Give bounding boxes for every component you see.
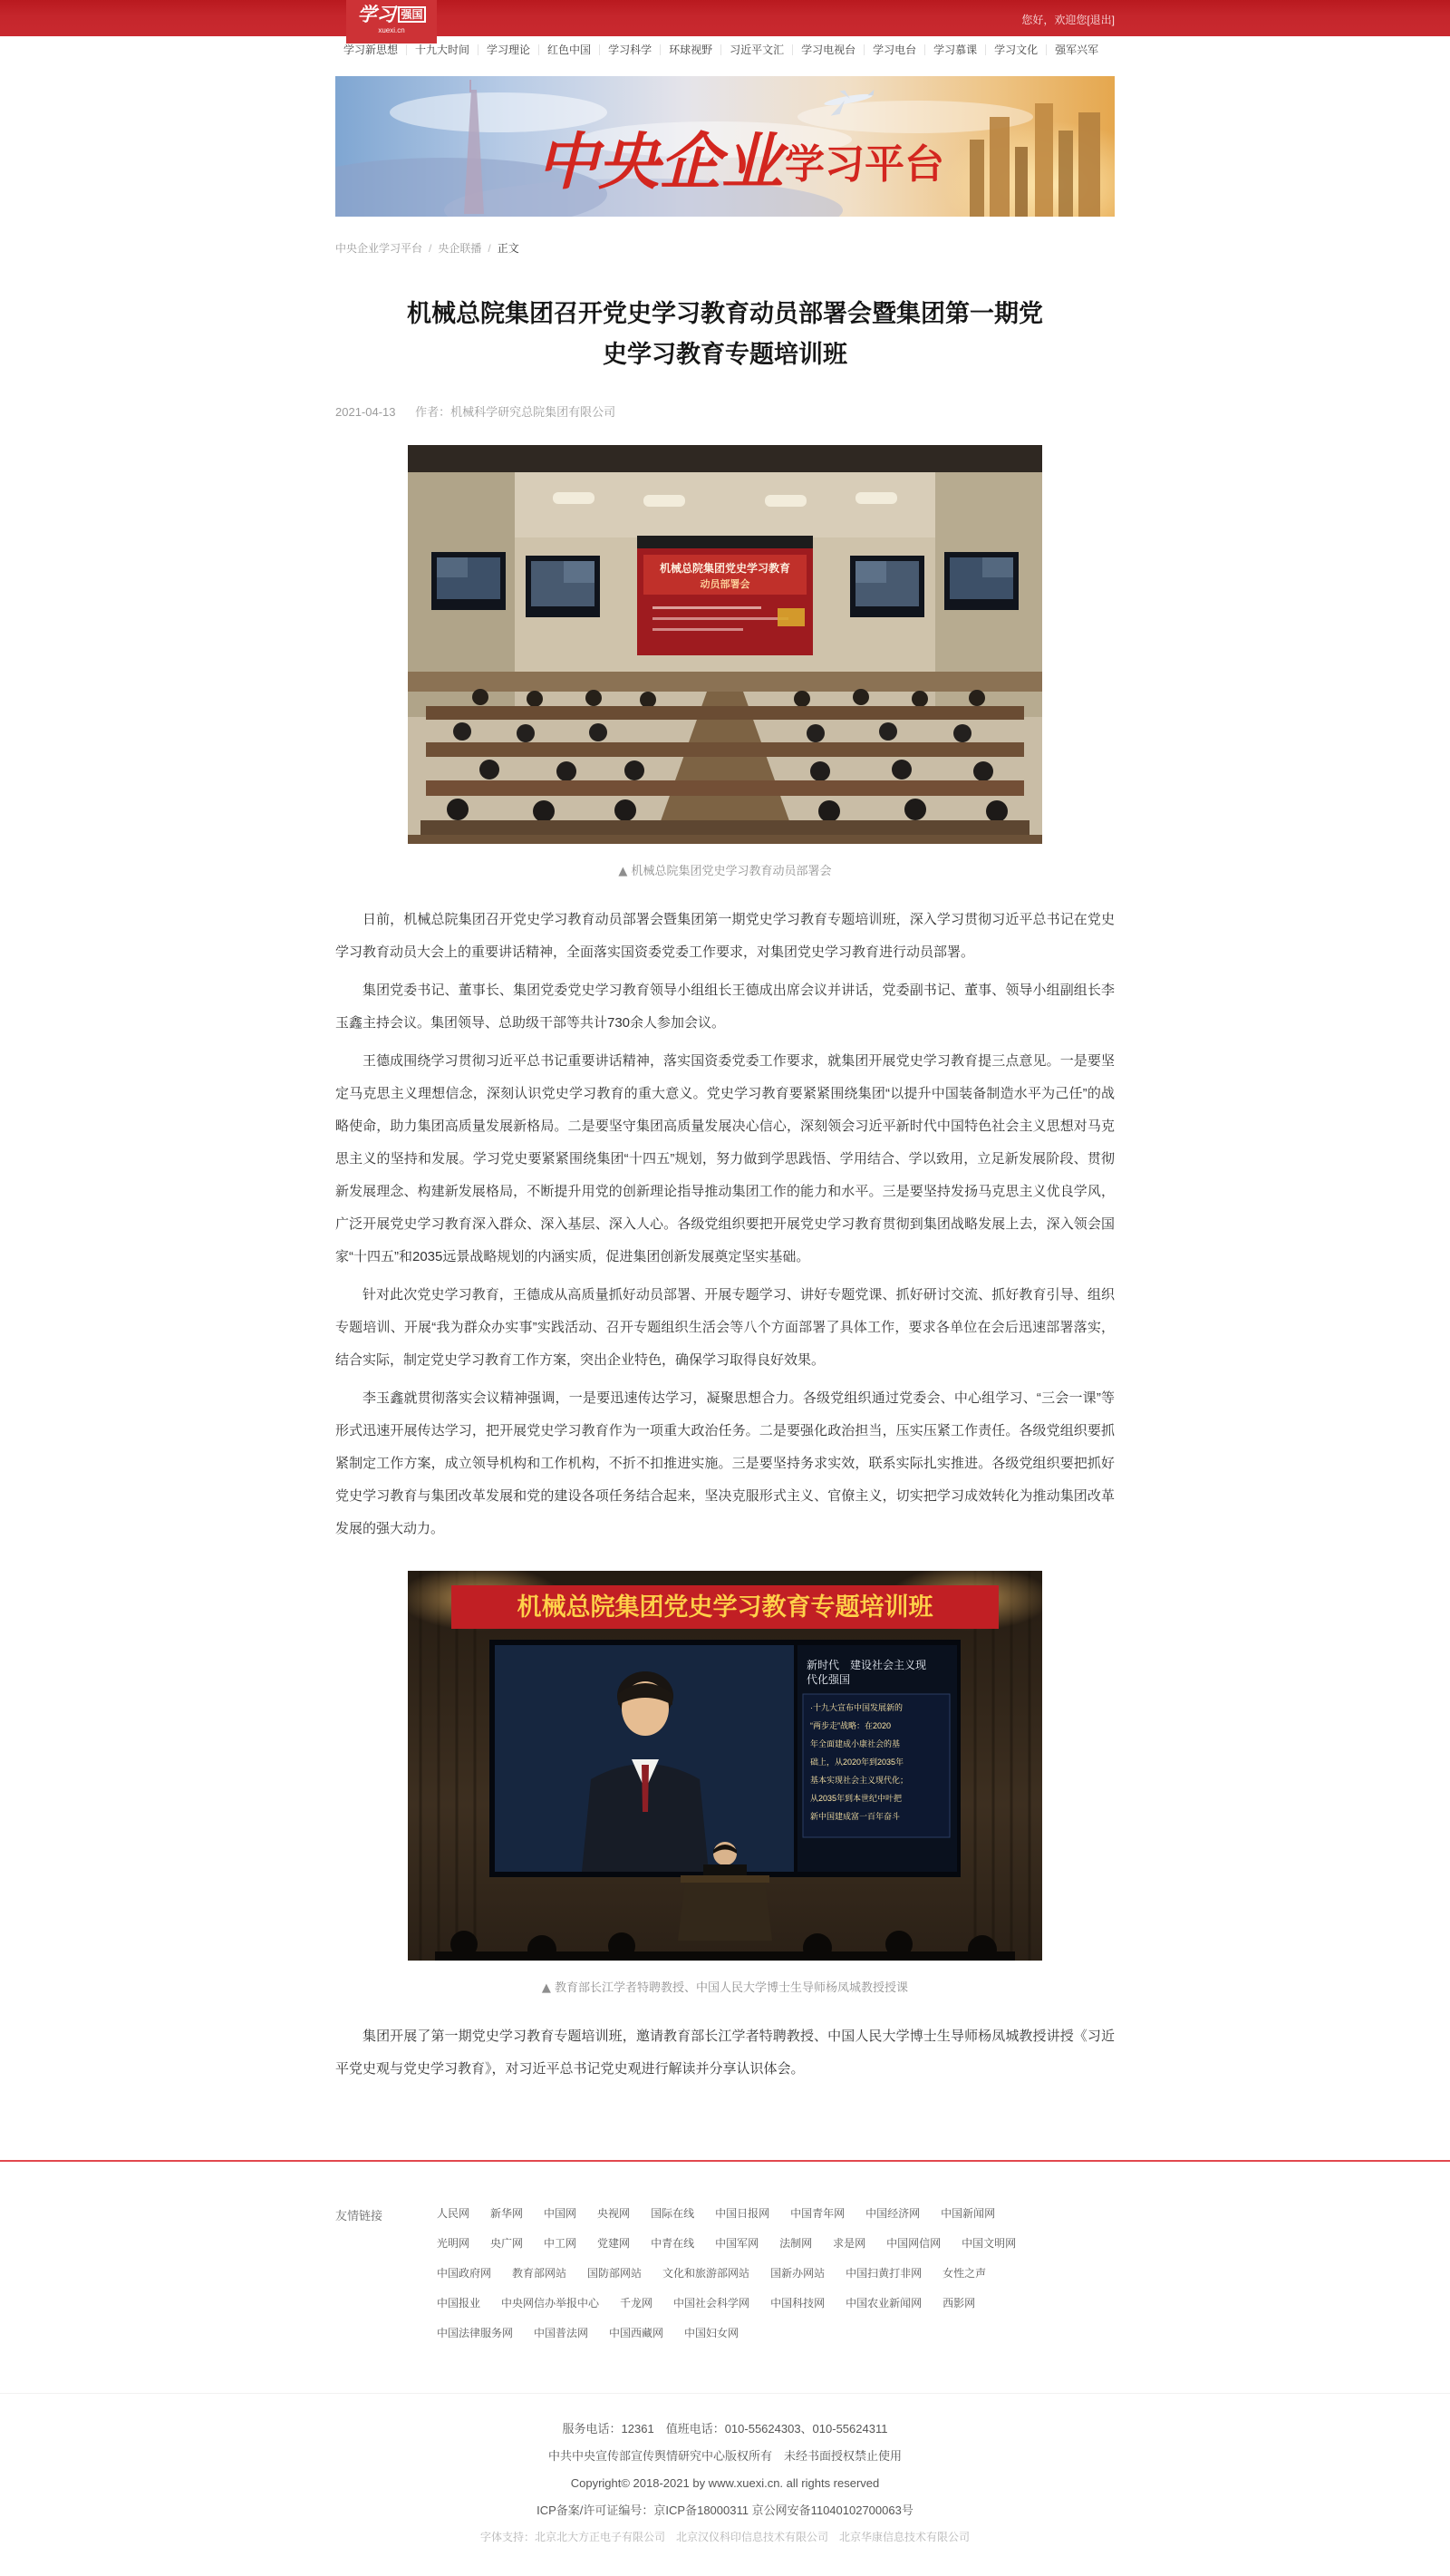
nav-item[interactable]: 十九大时间 [407,44,478,55]
friend-link[interactable]: 中国青年网 [790,2207,846,2220]
svg-text:年全面建成小康社会的基: 年全面建成小康社会的基 [810,1739,901,1748]
friend-link[interactable]: 教育部网站 [512,2267,567,2280]
logout-link[interactable]: [退出] [1087,14,1115,26]
nav-item[interactable]: 学习电台 [865,44,925,55]
figure1-caption: ▲ 机械总院集团党史学习教育动员部署会 [618,865,832,878]
friend-link[interactable]: 中国普法网 [534,2327,589,2339]
meeting-screen-title: 机械总院集团党史学习教育 [659,562,791,575]
breadcrumb [335,240,1115,256]
friend-link[interactable]: 中国农业新闻网 [846,2297,923,2310]
nav-item[interactable]: 学习理论 [478,44,539,55]
breadcrumb-item [438,240,497,256]
article-paragraph: 针对此次党史学习教育，王德成从高质量抓好动员部署、开展专题学习、讲好专题党课、抓好研讨交流、抓好教育引导、组织专题培训、开展“我为群众办实事”实践活动、召开专题组织生活会等八个方面部署了具体工作，要求各单位在会后迅速部署落实，结合实际，制定党史学习教育工作方案，突出企业特色，确保学习取得良好效果。 [335,1287,1115,1368]
friend-links-label: 友情链接 [335,2209,383,2223]
article-date: 2021-04-13 [335,405,396,419]
article-meta [335,402,1115,420]
friend-link[interactable]: 中国经济网 [865,2207,921,2220]
friend-link[interactable]: 新华网 [490,2207,524,2220]
friend-link[interactable]: 文化和旅游部网站 [662,2267,750,2280]
friend-links-row [437,2265,1115,2281]
friend-link[interactable]: 国新办网站 [770,2267,826,2280]
breadcrumb-link[interactable]: 中央企业学习平台 [335,242,423,255]
footer-copyright-en: Copyright© 2018-2021 by www.xuexi.cn. all rights reserved [570,2476,880,2490]
friend-link[interactable]: 光明网 [437,2237,470,2250]
article-paragraph: 集团开展了第一期党史学习教育专题培训班，邀请教育部长江学者特聘教授、中国人民大学博士生导师杨凤城教授讲授《习近平党史观与党史学习教育》，对习近平总书记党史观进行解读并分享认识体会。 [335,2029,1115,2077]
nav-item[interactable]: 强军兴军 [1055,44,1099,56]
friend-link[interactable]: 中国妇女网 [684,2327,740,2339]
nav-item[interactable]: 环球视野 [661,44,721,55]
friend-link[interactable]: 中国法律服务网 [437,2327,514,2339]
main-nav [0,36,1450,63]
friend-link[interactable]: 中国日报网 [715,2207,770,2220]
welcome-area [1021,12,1115,27]
friend-links-section [335,2205,1115,2355]
breadcrumb-separator: / [488,241,491,255]
friend-links-row [437,2235,1115,2251]
friend-link[interactable]: 求是网 [833,2237,866,2250]
slide-heading-line2: 代化强国 [807,1673,851,1686]
banner-svg [335,76,1115,217]
page-footer [0,2393,1450,2576]
nav-item[interactable]: 习近平文汇 [721,44,793,55]
friend-link[interactable]: 中国扫黄打非网 [846,2267,923,2280]
article-paragraph: 日前，机械总院集团召开党史学习教育动员部署会暨集团第一期党史学习教育专题培训班，深入学习贯彻习近平总书记在党史学习教育动员大会上的重要讲话精神，全面落实国资委党委工作要求，对集团党史学习教育进行动员部署。 [335,912,1115,960]
svg-text:“两步走”战略：在2020: “两步走”战略：在2020 [810,1721,892,1730]
footer-copyright-cn: 中共中央宣传部宣传舆情研究中心版权所有 未经书面授权禁止使用 [547,2449,902,2463]
friend-links-row [437,2295,1115,2310]
article-body-part2 [335,2020,1115,2086]
friend-link[interactable]: 中国军网 [715,2237,759,2250]
red-divider-line [0,2160,1450,2162]
nav-item[interactable]: 学习慕课 [925,44,986,55]
nav-list [335,44,1107,55]
nav-item[interactable]: 学习科学 [600,44,661,55]
article-author-label: 作者： [415,405,451,419]
banner-title-calligraphy: 中央企业 [536,126,784,199]
figure-meeting-room [408,445,1042,878]
logo-domain-text: xuexi.cn [378,26,405,34]
friend-link[interactable]: 国防部网站 [587,2267,643,2280]
friend-link[interactable]: 中央网信办举报中心 [501,2297,600,2310]
friend-link[interactable]: 中国网 [544,2207,577,2220]
friend-links-row [437,2205,1115,2221]
article-paragraph: 李玉鑫就贯彻落实会议精神强调，一是要迅速传达学习，凝聚思想合力。各级党组织通过党委会、中心组学习、“三会一课”等形式迅速开展传达学习，把开展党史学习教育作为一项重大政治任务。二是要强化政治担当，压实压紧工作责任。各级党组织要抓紧制定工作方案，成立领导机构和工作机构，不折不扣推进实施。三是要坚持务求实效，联系实际扎实推进。各级党组织要把抓好党史学习教育与集团改革发展和党的建设各项任务结合起来，坚决克服形式主义、官僚主义，切实把学习成效转化为推动集团改革发展的强大动力。 [335,1390,1115,1536]
friend-link[interactable]: 中国报业 [437,2297,481,2310]
logo-qiangguo-text: 强国 [398,6,425,23]
svg-text:从2035年到本世纪中叶把: 从2035年到本世纪中叶把 [810,1794,903,1803]
friend-link[interactable]: 党建网 [597,2237,631,2250]
friend-link[interactable]: 中国科技网 [770,2297,826,2310]
svg-text:基本实现社会主义现代化；: 基本实现社会主义现代化； [810,1776,909,1785]
slide-heading-line1: 新时代 建设社会主义现 [807,1659,927,1671]
friend-links-row [437,2325,1115,2340]
footer-phone-line: 服务电话：12361 值班电话：010-55624303、010-55624311 [562,2422,888,2436]
friend-link[interactable]: 央视网 [597,2207,631,2220]
article-paragraph: 集团党委书记、董事长、集团党委党史学习教育领导小组组长王德成出席会议并讲话，党委副书记、董事、领导小组副组长李玉鑫主持会议。集团领导、总助级干部等共计730余人参加会议。 [335,983,1115,1031]
nav-item[interactable]: 红色中国 [539,44,600,55]
svg-text:·十九大宣布中国发展新的: ·十九大宣布中国发展新的 [810,1703,903,1712]
meeting-screen-subtitle: 动员部署会 [700,579,750,590]
footer-font-support-line: 字体支持：北京北大方正电子有限公司 北京汉仪科印信息技术有限公司 北京华康信息技术有限公司 [479,2531,970,2543]
article-body-part1 [335,904,1115,1545]
welcome-text: 您好，欢迎您 [1021,14,1088,26]
footer-icp-line: ICP备案/许可证编号：京ICP备18000311 京公网安备11040102700063号 [536,2503,914,2517]
friend-link[interactable]: 央广网 [490,2237,524,2250]
page-title: 机械总院集团召开党史学习教育动员部署会暨集团第一期党史学习教育专题培训班 [407,300,1043,368]
figure2-caption: ▲ 教育部长江学者特聘教授、中国人民大学博士生导师杨凤城教授授课 [541,1981,909,1995]
friend-link[interactable]: 中国社会科学网 [673,2297,750,2310]
breadcrumb-link[interactable]: 正文 [497,242,519,255]
friend-link[interactable]: 中国新闻网 [941,2207,996,2220]
xuexi-qiangguo-logo[interactable] [346,0,437,44]
friend-link[interactable]: 中国西藏网 [609,2327,664,2339]
friend-link[interactable]: 千龙网 [620,2297,653,2310]
training-banner-text: 机械总院集团党史学习教育专题培训班 [517,1593,933,1621]
friend-link[interactable]: 法制网 [779,2237,813,2250]
svg-text:础上，从2020年到2035年: 础上，从2020年到2035年 [810,1758,904,1767]
breadcrumb-link[interactable]: 央企联播 [438,242,482,255]
nav-item[interactable]: 学习文化 [986,44,1047,55]
friend-link[interactable]: 中国文明网 [962,2237,1017,2250]
banner-image [335,76,1115,217]
friend-link[interactable]: 国际在线 [651,2207,695,2220]
breadcrumb-separator: / [429,241,432,255]
top-bar [0,0,1450,36]
breadcrumb-item [498,240,532,256]
breadcrumb-item [335,240,438,256]
friend-link[interactable]: 中国网信网 [886,2237,942,2250]
svg-text:新中国建成富一百年奋斗: 新中国建成富一百年奋斗 [810,1812,901,1821]
nav-item[interactable]: 学习电视台 [793,44,865,55]
friend-link[interactable]: 中青在线 [651,2237,695,2250]
friend-link[interactable]: 中国政府网 [437,2267,492,2280]
friend-link[interactable]: 西影网 [942,2297,976,2310]
photo-training-class [408,1571,1042,1961]
logo-xuexi-text: 学习 [357,3,396,25]
nav-item[interactable]: 学习新思想 [335,44,407,55]
photo-meeting-room [408,445,1042,844]
article-author: 机械科学研究总院集团有限公司 [450,405,616,419]
friend-link[interactable]: 中工网 [544,2237,577,2250]
friend-link[interactable]: 人民网 [437,2207,470,2220]
figure-training-class [408,1571,1042,1995]
article-paragraph: 王德成围绕学习贯彻习近平总书记重要讲话精神，落实国资委党委工作要求，就集团开展党史学习教育提三点意见。一是要坚定马克思主义理想信念，深刻认识党史学习教育的重大意义。党史学习教育要紧紧围绕集团“以提升中国装备制造水平为己任”的战略使命，助力集团高质量发展新格局。二是要坚守集团高质量发展决心信心，深刻领会习近平新时代中国特色社会主义思想对马克思主义的坚持和发展。学习党史要紧紧围绕集团“十四五”规划，努力做到学思践悟、学用结合、学以致用，立足新发展阶段、贯彻新发展理念、构建新发展格局，不断提升用党的创新理论指导推动集团工作的能力和水平。三是要坚持发扬马克思主义优良学风，广泛开展党史学习教育深入群众、深入基层、深入人心。各级党组织要把开展党史学习教育贯彻到集团战略发展上去，深入领会国家“十四五”和2035远景战略规划的内涵实质，促进集团创新发展奠定坚实基础。 [335,1053,1115,1264]
friend-link[interactable]: 女性之声 [942,2267,987,2280]
banner-title-rest: 学习平台 [785,142,944,187]
